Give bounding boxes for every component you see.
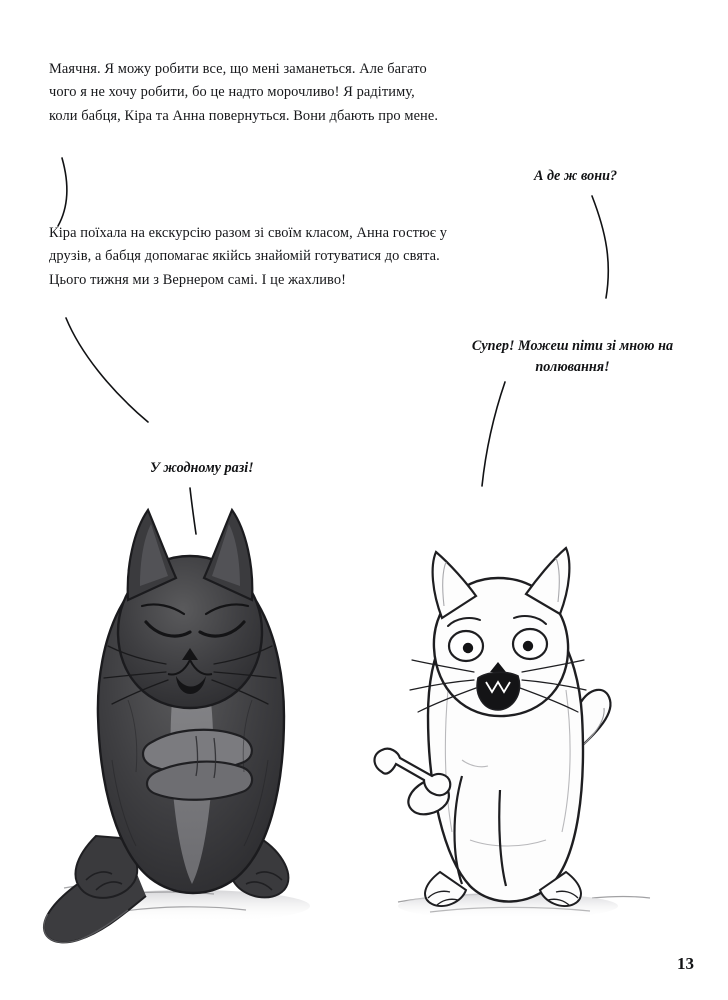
speech-bubble-super-hunting: Супер! Можеш піти зі мною на полювання! bbox=[471, 338, 674, 375]
speech-bubble-where-are-they: А де ж вони? bbox=[534, 168, 618, 184]
bone-shape bbox=[375, 749, 451, 796]
bubble-tail-super bbox=[482, 382, 505, 486]
bubble-tail-noway bbox=[190, 488, 196, 534]
bubble-tail-narration-1 bbox=[58, 158, 67, 226]
speech-bubble-no-way: У жодному разі! bbox=[150, 460, 254, 476]
page-number: 13 bbox=[677, 954, 694, 973]
narration-block-1: Маячня. Я можу робити все, що мені заманеться. Але багато чого я не хочу робити, бо це надто морочливо! Я радітиму, коли бабця, Кіра та Анна повернуться. Вони дбають про мене. bbox=[49, 61, 439, 124]
bubble-tail-where bbox=[592, 196, 608, 298]
white-cat-standing bbox=[375, 548, 651, 919]
bubble-tail-narration-2 bbox=[66, 318, 148, 422]
narration-block-2: Кіра поїхала на екскурсію разом зі своїм класом, Анна гостює у друзів, а бабця допомагає якійсь знайомій готуватися до свята. Цього тижня ми з Вернером самі. І це жахливо! bbox=[49, 225, 448, 288]
black-cat-seated bbox=[44, 510, 310, 942]
